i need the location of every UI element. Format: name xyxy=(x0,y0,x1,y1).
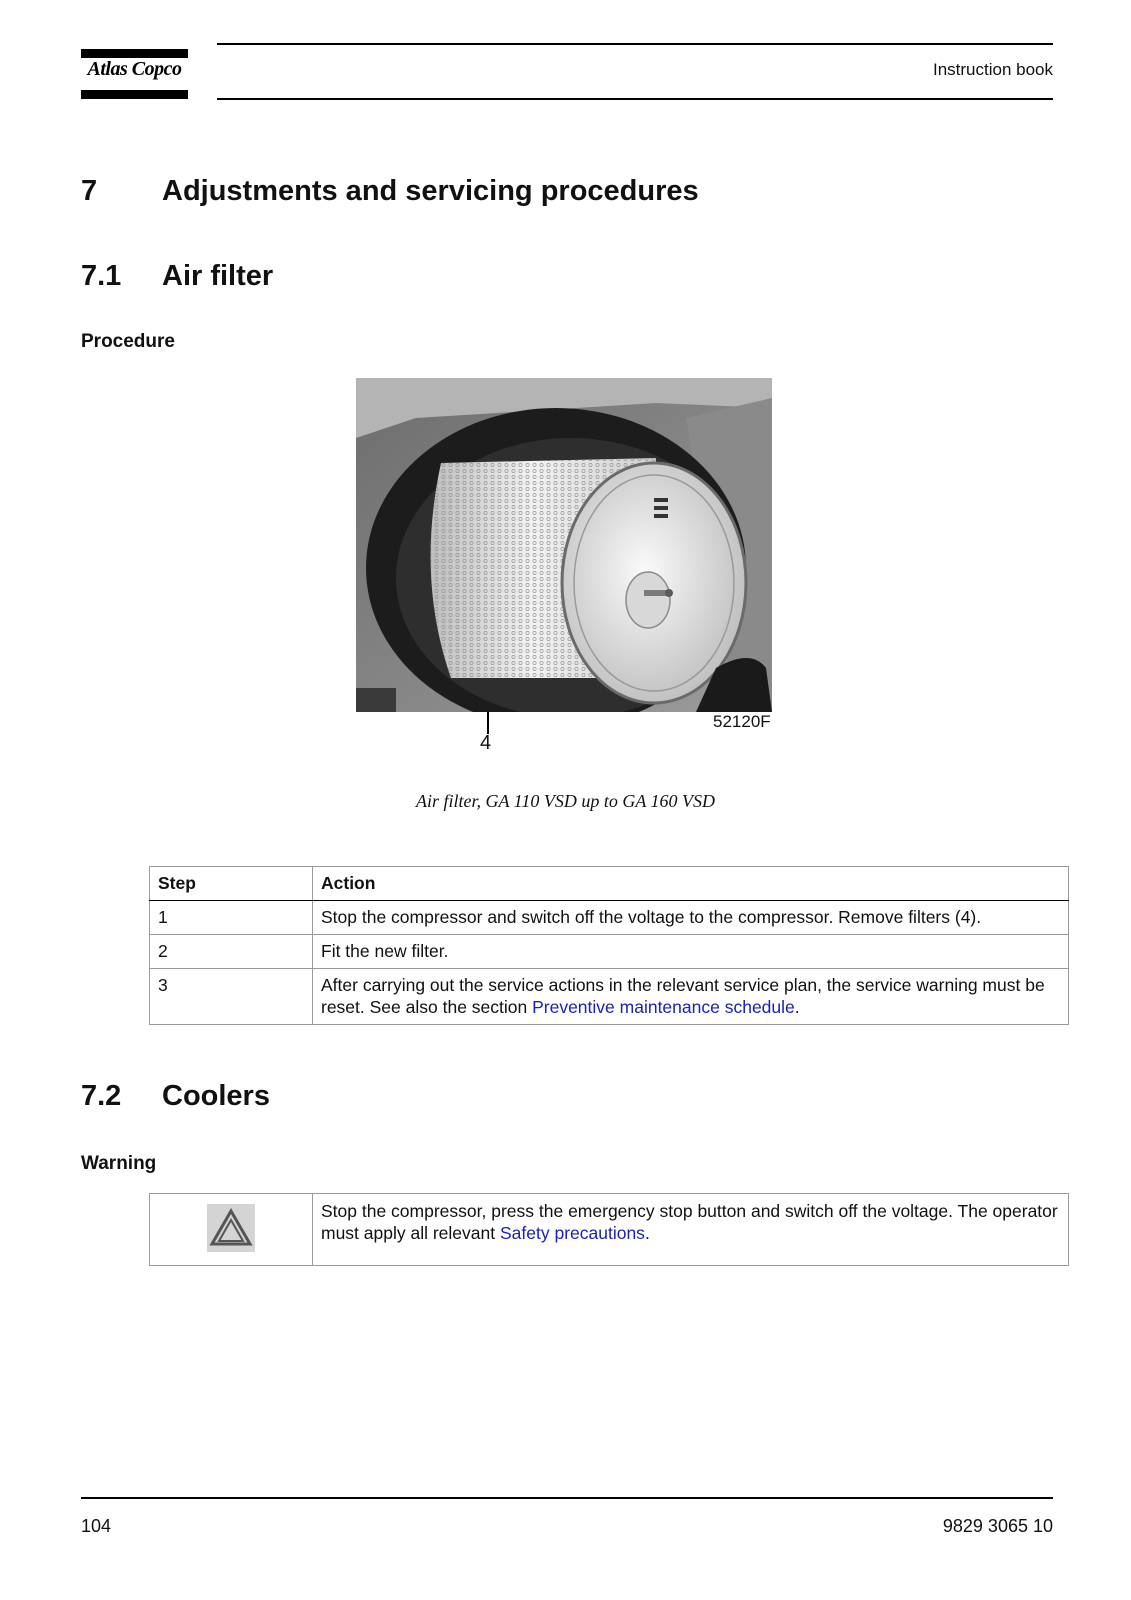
step-action-text-end: . xyxy=(794,997,800,1017)
warning-row xyxy=(150,1194,1069,1266)
header-title: Instruction book xyxy=(932,60,1053,79)
air-filter-photo xyxy=(356,378,772,712)
header-step: Step xyxy=(150,867,313,901)
table-header-row xyxy=(150,867,1069,901)
warning-table xyxy=(149,1193,1069,1266)
subsection-number-air-filter: 7.1 xyxy=(81,260,122,292)
procedure-heading: Procedure xyxy=(81,331,175,352)
page-number: 104 xyxy=(81,1516,112,1536)
step-action: Stop the compressor and switch off the voltage to the compressor. Remove filters (4). xyxy=(313,901,1069,935)
logo-bar-bottom xyxy=(81,90,188,99)
table-row xyxy=(150,901,1069,935)
callout-leader-line xyxy=(487,712,489,734)
step-action-text: After carrying out the service actions in the relevant service plan, the service warning must be reset. See also the section xyxy=(321,975,1045,1017)
subsection-title-coolers: Coolers xyxy=(162,1080,270,1112)
document-number: 9829 3065 10 xyxy=(942,1516,1053,1536)
subsection-number-coolers: 7.2 xyxy=(81,1080,122,1112)
step-action: Fit the new filter. xyxy=(313,935,1069,969)
logo-bar-top xyxy=(81,49,188,58)
callout-number: 4 xyxy=(480,732,492,754)
subsection-title-air-filter: Air filter xyxy=(162,260,274,292)
header-rule-bottom xyxy=(217,98,1053,100)
table-row xyxy=(150,935,1069,969)
step-action xyxy=(313,969,1069,1025)
warning-heading: Warning xyxy=(81,1153,157,1174)
warning-triangle-icon xyxy=(207,1204,255,1252)
section-number: 7 xyxy=(81,175,98,207)
header-rule-top xyxy=(217,43,1053,45)
warning-text-start: Stop the compressor, press the emergency stop button and switch off the voltage. The operator must apply all relevant xyxy=(321,1201,1058,1243)
table-row xyxy=(150,969,1069,1025)
section-title: Adjustments and servicing procedures xyxy=(162,175,699,207)
preventive-maintenance-link[interactable]: Preventive maintenance schedule xyxy=(532,997,795,1017)
figure-code: 52120F xyxy=(713,712,771,731)
logo-wordmark: Atlas Copco xyxy=(87,58,182,80)
procedure-table xyxy=(149,866,1069,1025)
warning-text-end: . xyxy=(644,1223,650,1243)
step-number: 2 xyxy=(150,935,313,969)
header-action: Action xyxy=(313,867,1069,901)
safety-precautions-link[interactable]: Safety precautions xyxy=(499,1223,645,1243)
warning-text xyxy=(313,1194,1069,1266)
warning-icon-cell xyxy=(150,1194,313,1266)
step-number: 1 xyxy=(150,901,313,935)
step-number: 3 xyxy=(150,969,313,1025)
figure-caption: Air filter, GA 110 VSD up to GA 160 VSD xyxy=(416,791,715,811)
footer-rule xyxy=(81,1497,1053,1499)
